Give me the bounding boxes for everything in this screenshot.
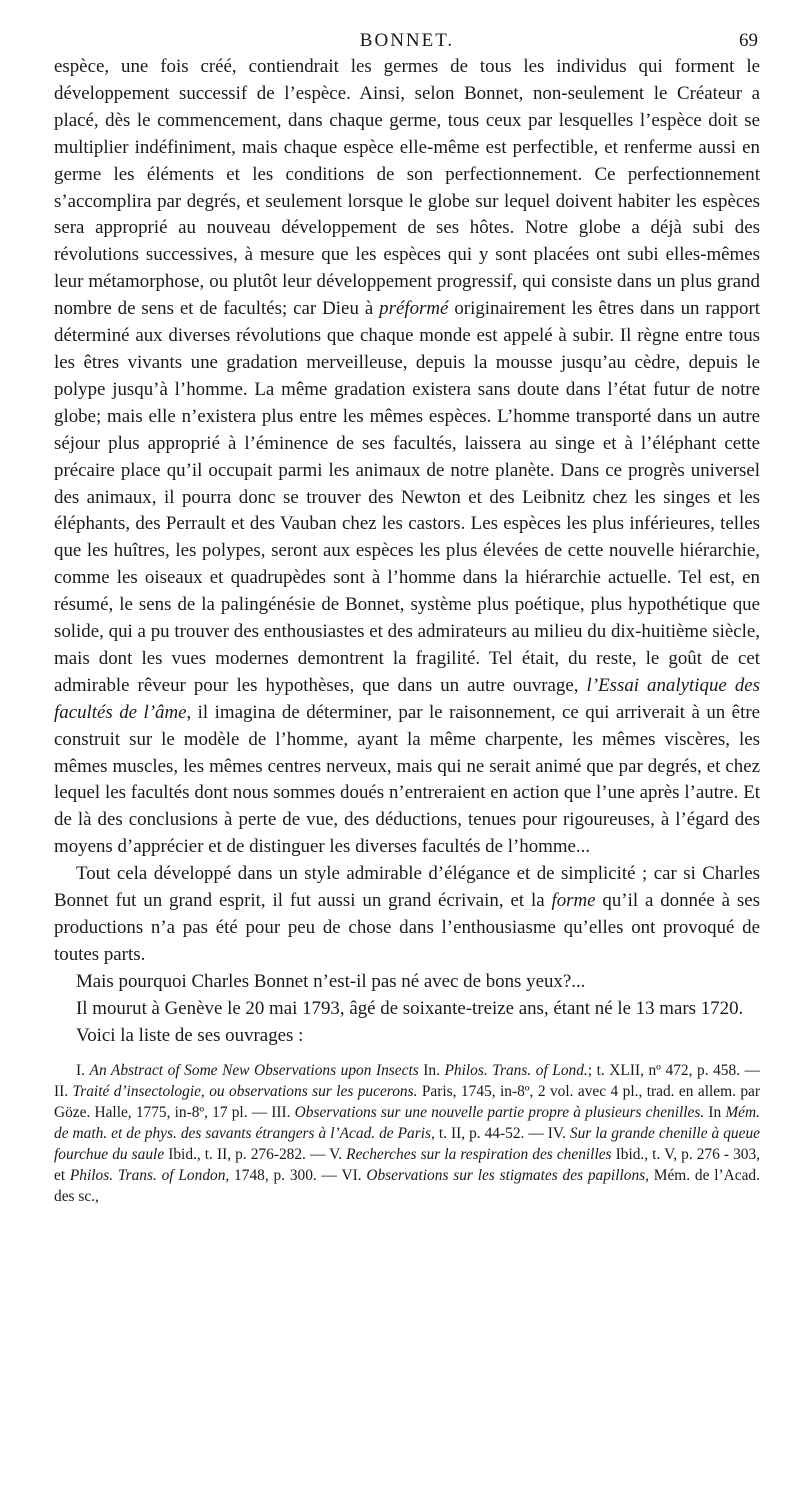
text-run: Paris, 1745, in-8º, 2 vol. avec 4 pl., trad. en allem. par Göze. Halle, 1775, in-8º, 17 pl. — III.	[54, 1082, 760, 1121]
page-number: 69	[739, 30, 758, 51]
text-run: t. II, p. 44-52. — IV.	[434, 1124, 570, 1142]
text-run: Voici la liste de ses ouvrages :	[76, 1024, 304, 1046]
italic-text: Recherches sur la respiration des chenilles	[346, 1145, 612, 1163]
text-run: Mais pourquoi Charles Bonnet n’est-il pas né avec de bons yeux?...	[76, 970, 586, 992]
italic-text: Philos. Trans. of Lond.	[444, 1061, 588, 1079]
main-text	[54, 54, 760, 1050]
italic-text: An Abstract of Some New Observations upon Insects	[89, 1061, 419, 1079]
text-run: In	[704, 1103, 726, 1121]
text-run: Il mourut à Genève le 20 mai 1793, âgé de soixante-treize ans, étant né le 13 mars 1720.	[76, 997, 744, 1019]
text-run: In.	[418, 1061, 445, 1079]
paragraph	[54, 969, 760, 996]
italic-text: Traité d’insectologie, ou observations sur les pucerons.	[72, 1082, 418, 1100]
italic-text: forme	[551, 890, 596, 912]
running-title: BONNET.	[359, 30, 455, 51]
text-run: I.	[76, 1061, 90, 1079]
paragraph	[54, 54, 760, 861]
italic-text: Mém. de math. et de phys. des savants étrangers à l’Acad. de Paris,	[54, 1103, 760, 1142]
text-run: Ibid., t. V, p. 276 - 303, et	[54, 1145, 761, 1184]
italic-text: Observations sur les stigmates des papillons,	[366, 1166, 649, 1184]
text-run: originairement les êtres dans un rapport déterminé aux diverses révolutions que chaque monde est appelé à subir. Il règne entre tous les êtres vivants une gradation merveilleuse, depuis la mousse jusqu’au cèdre, depuis le polype jusqu’à l’homme. La même gradation existera sans doute dans l’état futur de notre globe; mais elle n’existera plus entre les mêmes espèces. L’homme transporté dans un autre séjour plus approprié à l’éminence de ses facultés, laissera au singe et à l’éléphant cette précaire place qu’il occupait parmi les animaux de notre planète. Dans ce progrès universel des animaux, il pourra donc se trouver des Newton et des Leibnitz chez les singes et les éléphants, des Perrault et des Vauban chez les castors. Les espèces les plus inférieures, telles que les huîtres, les polypes, seront aux espèces les plus élevées de cette nouvelle hiérarchie, comme les oiseaux et quadrupèdes sont à l’homme dans la hiérarchie actuelle. Tel est, en résumé, le sens de la palingénésie de Bonnet, système plus poétique, plus hypothétique que solide, qui a pu trouver des enthousiastes et des admirateurs au milieu du dix-huitième siècle, mais dont les vues modernes demontrent la fragilité. Tel était, du reste, le goût de cet admirable rêveur pour les hypothèses, que dans un autre ouvrage,	[54, 298, 760, 696]
text-run: Ibid., t. II, p. 276-282. — V.	[164, 1145, 347, 1163]
italic-text: préformé	[379, 298, 449, 320]
paragraph	[54, 996, 760, 1023]
paragraph	[54, 1023, 760, 1050]
text-run: ; t. XLII, nº 472, p. 458. — II.	[54, 1061, 760, 1100]
text-run: qu’il a donnée à ses productions n’a pas été pour peu de chose dans l’enthousiasme qu’elles ont provoqué de toutes parts.	[54, 890, 760, 965]
text-run: Mém. de l’Acad. des sc.,	[54, 1166, 760, 1205]
works-list	[54, 1060, 760, 1207]
bibliography-notes	[54, 1060, 760, 1207]
running-header	[54, 0, 760, 62]
italic-text: Observations sur une nouvelle partie propre à plusieurs chenilles.	[294, 1103, 705, 1121]
italic-text: Sur la grande chenille à queue fourchue du saule	[54, 1124, 760, 1163]
italic-text: Philos. Trans. of London,	[69, 1166, 230, 1184]
text-run: espèce, une fois créé, contiendrait les germes de tous les individus qui forment le développement successif de l’espèce. Ainsi, selon Bonnet, non-seulement le Créateur a placé, dès le commencement, dans chaque germe, tous ceux par lesquelles l’espèce doit se multiplier indéfiniment, mais chaque espèce elle-même est perfectible, et renferme aussi en germe les éléments et les conditions de son perfectionnement. Ce perfectionnement s’accomplira par degrés, et seulement lorsque le globe sur lequel doivent habiter les espèces sera approprié au nouveau développement de ses hôtes. Notre globe a déjà subi des révolutions successives, à mesure que les espèces qui y sont placées ont subi elles-mêmes leur métamorphose, ou plutôt leur développement progressif, qui consiste dans un plus grand nombre de sens et de facultés; car Dieu à	[54, 56, 760, 320]
text-run: Tout cela développé dans un style admirable d’élégance et de simplicité ; car si Charles Bonnet fut un grand esprit, il fut aussi un grand écrivain, et la	[54, 863, 760, 912]
text-run: 1748, p. 300. — VI.	[229, 1166, 367, 1184]
italic-text: l’Essai analytique des facultés de l’âme	[54, 674, 761, 723]
text-run: , il imagina de déterminer, par le raisonnement, ce qui arriverait à un être construit sur le modèle de l’homme, ayant la même charpente, les mêmes viscères, les mêmes muscles, les mêmes centres nerveux, mais qui ne serait animé que par degrés, et chez lequel les facultés dont nous sommes doués n’entreraient en action que l’une après l’autre. Et de là des conclusions à perte de vue, des déductions, tenues pour rigoureuses, à l’égard des moyens d’apprécier et de distinguer les diverses facultés de l’homme...	[54, 701, 760, 858]
paragraph	[54, 861, 760, 969]
